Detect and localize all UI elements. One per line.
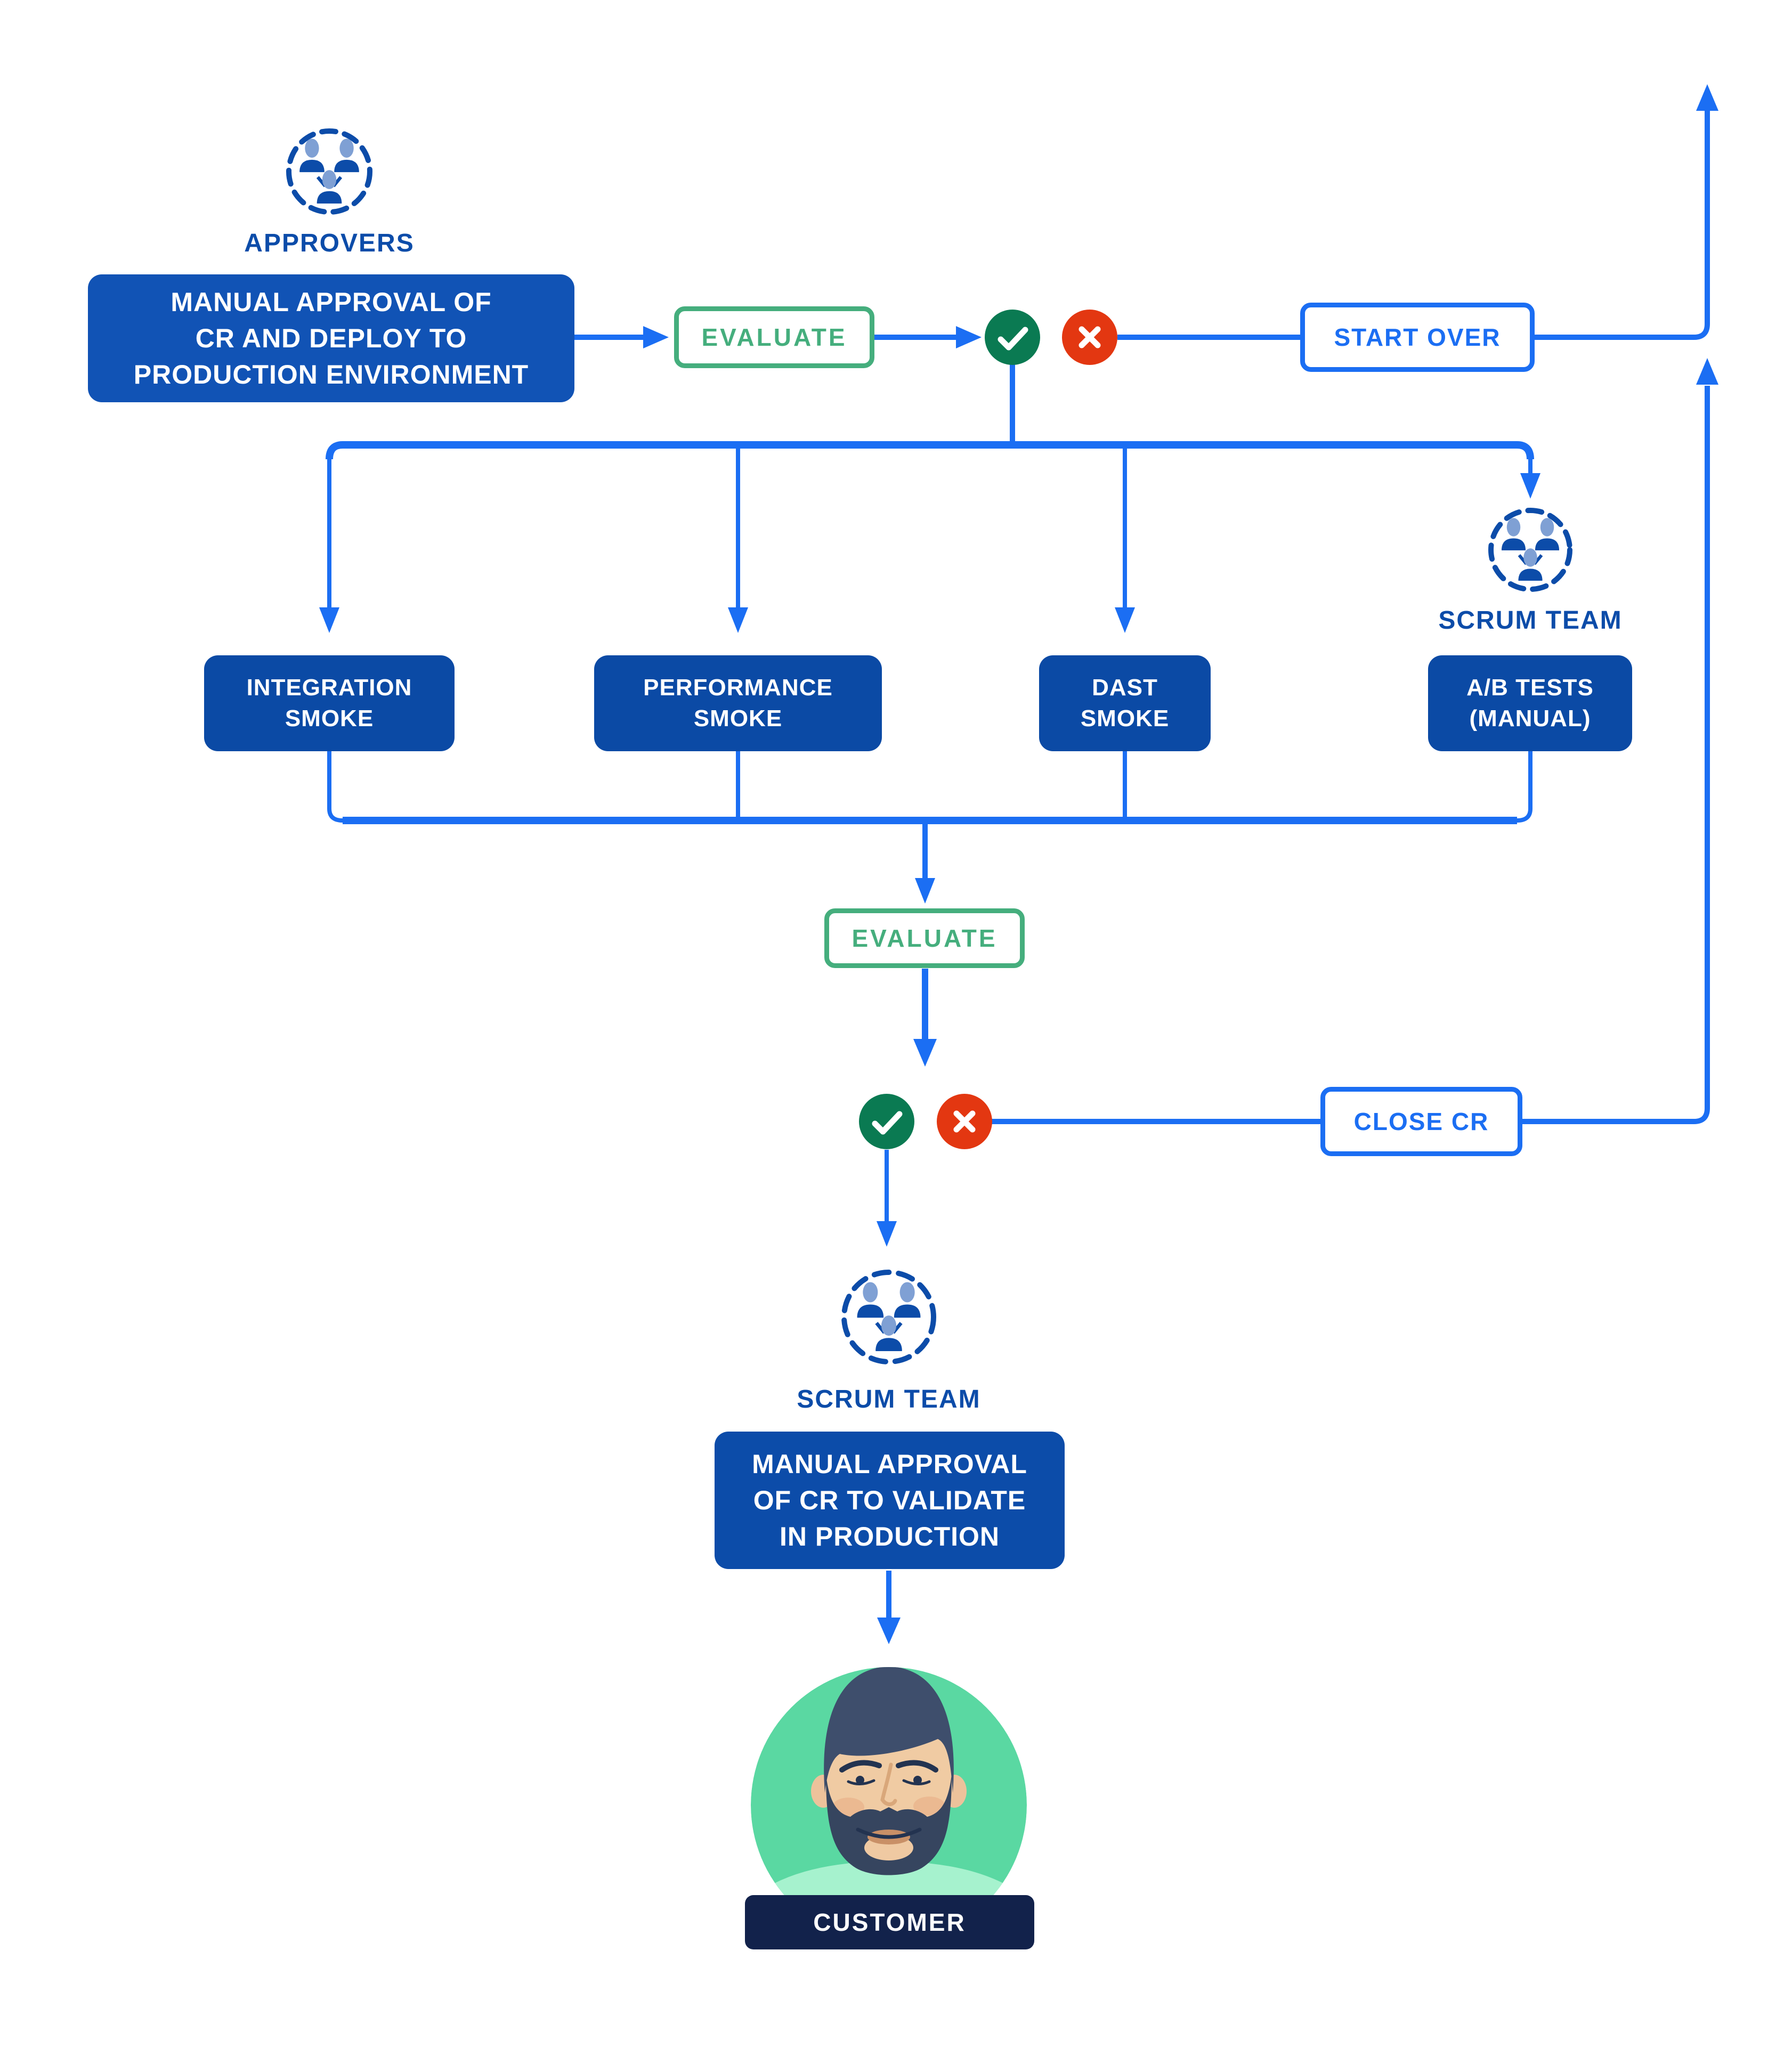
node-line: DAST	[1092, 674, 1158, 701]
node-start-over	[1300, 303, 1535, 372]
node-evaluate-2	[824, 908, 1025, 968]
check-icon	[985, 310, 1040, 365]
connector-start-over-return	[1534, 84, 1718, 337]
node-manual-approval-deploy	[88, 274, 574, 402]
connector-converge-bar	[329, 751, 1530, 824]
node-line: PRODUCTION ENVIRONMENT	[133, 360, 529, 389]
node-line: IN PRODUCTION	[780, 1522, 1000, 1551]
cross-icon	[1062, 310, 1117, 365]
scrum-team-label: SCRUM TEAM	[797, 1385, 981, 1413]
start-over-label: START OVER	[1334, 323, 1501, 351]
node-dast-smoke	[1039, 655, 1211, 751]
connector-pass2-to-scrum-team	[877, 1150, 897, 1247]
customer-label-box	[745, 1895, 1034, 1949]
node-line: A/B TESTS	[1466, 674, 1594, 701]
node-line: MANUAL APPROVAL OF	[171, 287, 492, 317]
customer-label: CUSTOMER	[813, 1908, 966, 1936]
evaluate-label: EVALUATE	[852, 924, 998, 952]
connector-converge-to-evaluate	[915, 820, 935, 904]
node-line: CR AND DEPLOY TO	[195, 323, 467, 353]
node-integration-smoke	[204, 655, 455, 751]
node-line: MANUAL APPROVAL	[752, 1449, 1027, 1479]
node-close-cr	[1320, 1087, 1522, 1156]
connector-branch-drop-integration	[319, 457, 339, 633]
scrum-team-label: SCRUM TEAM	[1438, 606, 1623, 635]
people-group-icon	[289, 131, 370, 212]
people-group-icon	[844, 1272, 934, 1362]
people-group-icon	[1491, 510, 1570, 589]
node-line: PERFORMANCE	[643, 674, 833, 701]
node-line: INTEGRATION	[246, 674, 412, 701]
node-line: SMOKE	[285, 705, 374, 732]
close-cr-label: CLOSE CR	[1353, 1108, 1489, 1135]
node-line: (MANUAL)	[1469, 705, 1591, 732]
check-icon	[859, 1094, 914, 1149]
node-evaluate-1	[674, 306, 874, 368]
connector-evaluate-to-outcome	[874, 326, 982, 348]
connector-branch-drop-dast	[1115, 445, 1135, 633]
node-line: SMOKE	[693, 705, 783, 732]
connector-approval2-to-customer	[877, 1571, 901, 1644]
connector-evaluate2-to-outcome	[913, 969, 937, 1067]
approvers-label: APPROVERS	[244, 229, 415, 257]
evaluate-label: EVALUATE	[701, 323, 847, 351]
node-line: OF CR TO VALIDATE	[753, 1485, 1026, 1515]
connector-branch-drop-performance	[728, 445, 748, 633]
node-ab-tests-manual	[1428, 655, 1632, 751]
connector-branch-drop-scrum-team	[1520, 457, 1540, 499]
cross-icon	[937, 1094, 992, 1149]
connector-approval-to-evaluate	[574, 326, 669, 348]
node-line: SMOKE	[1080, 705, 1170, 732]
node-performance-smoke	[594, 655, 882, 751]
node-manual-approval-validate	[715, 1432, 1065, 1569]
connector-branch-bar	[329, 445, 1530, 459]
